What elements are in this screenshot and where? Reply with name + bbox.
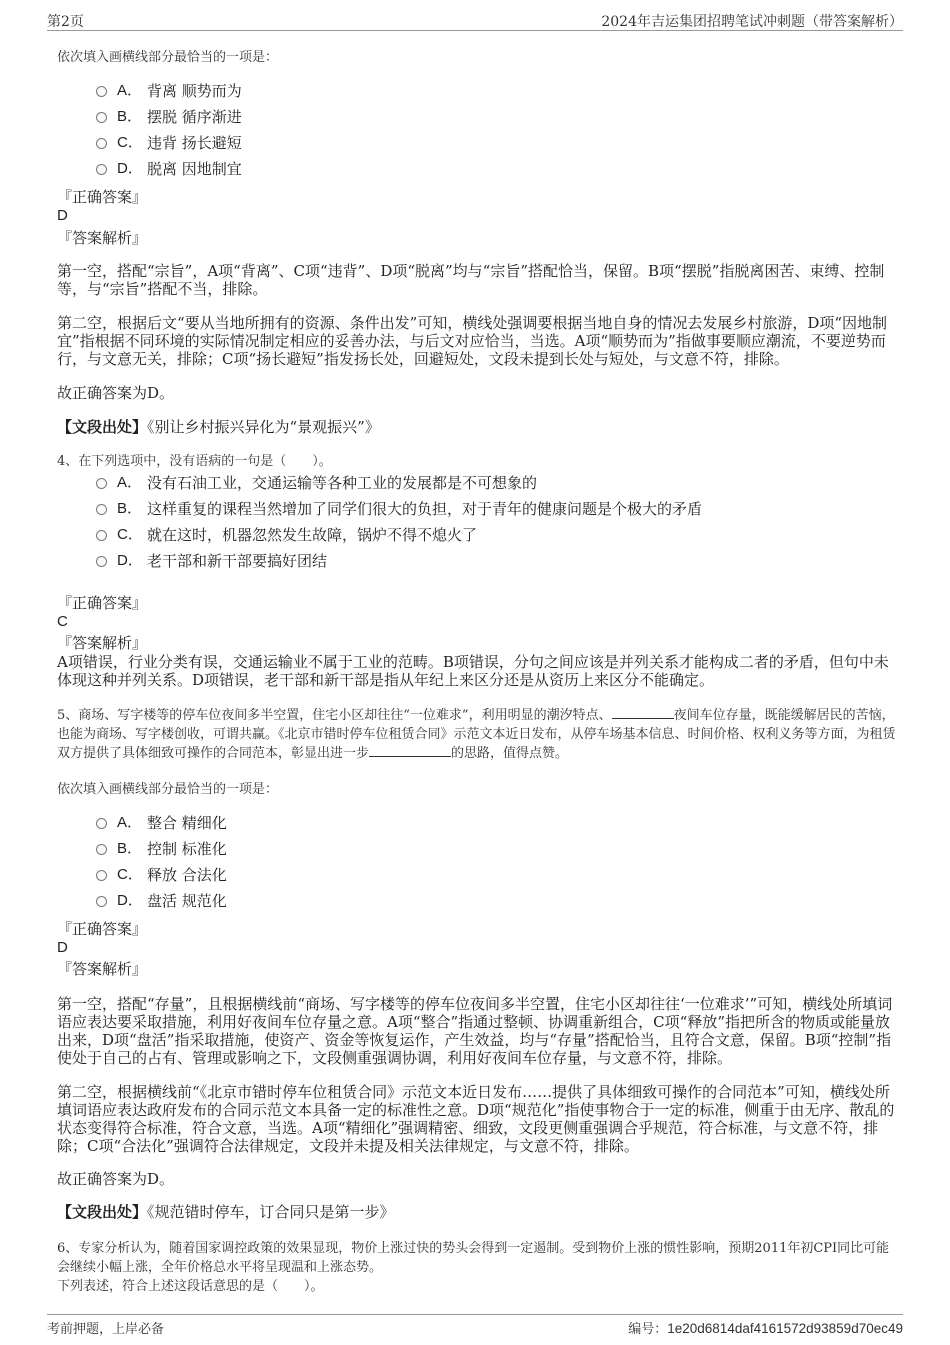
radio-icon[interactable] [96, 896, 107, 907]
q3-option-c[interactable]: C． 违背 扬长避短 [96, 133, 242, 153]
q4-analysis: A项错误，行业分类有误，交通运输业不属于工业的范畴。B项错误，分句之间应该是并列关系才能构成二者的矛盾，但句中未体现这种并列关系。D项错误，老干部和新干部是指从年纪上来区分还是从资历上来区分不能确定。 [57, 653, 889, 689]
q4-option-c[interactable]: C． 就在这时，机器忽然发生故障，锅炉不得不熄火了 [96, 525, 477, 545]
q5-option-a[interactable]: A． 整合 精细化 [96, 813, 227, 833]
radio-icon[interactable] [96, 478, 107, 489]
document-code: 编号：1e20d6814daf4161572d93859d70ec49 [628, 1321, 903, 1337]
q6-stem: 6、专家分析认为，随着国家调控政策的效果显现，物价上涨过快的势头会得到一定遏制。受到物价上涨的惯性影响，预期2011年初CPI同比可能会继续小幅上涨，全年价格总水平将呈现温和上涨态势。 [57, 1241, 890, 1275]
radio-icon[interactable] [96, 112, 107, 123]
radio-icon[interactable] [96, 844, 107, 855]
q5-analysis-label: 『答案解析』 [57, 960, 148, 978]
source-title: 《规范错时停车，订合同只是第一步》 [147, 1203, 395, 1221]
q3-source [57, 418, 897, 436]
page-header [47, 10, 903, 31]
radio-icon[interactable] [96, 504, 107, 515]
q5-stem: 5、商场、写字楼等的停车位夜间多半空置，住宅小区却往往“一位难求”，利用明显的潮汐特点、 夜间车位存量，既能缓解居民的苦恼，也能为商场、写字楼创收，可谓共赢。《北京市错时停车位租赁合同》示范文本近日发布，从停车场基本信息、时间价格、权利义务等方面，为租赁双方提供了具体细致可操作的合同范本，彰显出进一步 的思路，值得点赞。 [57, 708, 896, 761]
q5-conclusion: 故正确答案为D。 [57, 1170, 175, 1188]
q5-analysis-para2: 第二空，根据横线前“《北京市错时停车位租赁合同》示范文本近日发布……提供了具体细致可操作的合同范本”可知，横线处所填词语应表达政府发布的合同示范文本具备一定的标准性之意。D项“规范化”指使事物合于一定的标准，侧重于由无序、散乱的状态变得符合标准，符合文意，当选。A项“精细化”强调精密、细致，文段更侧重强调合乎规范，符合标准，与文意不符，排除；C项“合法化”强调符合法律规定，文段并未提及相关法律规定，与文意不符，排除。 [57, 1083, 895, 1155]
q3-analysis-label: 『答案解析』 [57, 229, 148, 247]
radio-icon[interactable] [96, 530, 107, 541]
footer-slogan: 考前押题，上岸必备 [47, 1322, 165, 1337]
page-footer [47, 1314, 903, 1335]
q3-analysis-para1: 第一空，搭配“宗旨”，A项“背离”、C项“违背”、D项“脱离”均与“宗旨”搭配恰当，保留。B项“摆脱”指脱离困苦、束缚、控制等，与“宗旨”搭配不当，排除。 [57, 262, 885, 298]
q4-option-a[interactable]: A． 没有石油工业，交通运输等各种工业的发展都是不可想象的 [96, 473, 537, 493]
q5-source [57, 1203, 897, 1221]
source-label: 【文段出处】 [57, 418, 148, 436]
radio-icon[interactable] [96, 138, 107, 149]
q3-prompt: 依次填入画横线部分最恰当的一项是： [57, 50, 279, 65]
q3-answer-label: 『正确答案』 [57, 188, 148, 206]
q4-option-d[interactable]: D． 老干部和新干部要搞好团结 [96, 551, 327, 571]
q3-conclusion: 故正确答案为D。 [57, 384, 175, 402]
radio-icon[interactable] [96, 818, 107, 829]
q4-answer-label: 『正确答案』 [57, 594, 148, 612]
q5-option-c[interactable]: C． 释放 合法化 [96, 865, 227, 885]
blank-2 [369, 744, 451, 757]
q3-answer: D [57, 207, 68, 224]
q4-stem: 4、在下列选项中，没有语病的一句是（ ）。 [57, 454, 332, 469]
q3-analysis-para2: 第二空，根据后文“要从当地所拥有的资源、条件出发”可知，横线处强调要根据当地自身的情况去发展乡村旅游，D项“因地制宜”指根据不同环境的实际情况制定相应的妥善办法，与后文对应恰当，当选。A项“顺势而为”指做事要顺应潮流，不要逆势而行，与文意无关，排除；C项“扬长避短”指发扬长处，回避短处，文段未提到长处与短处，与文意不符，排除。 [57, 314, 888, 368]
page-number: 第2页 [47, 14, 84, 30]
q5-answer-label: 『正确答案』 [57, 920, 148, 938]
q3-option-b[interactable]: B． 摆脱 循序渐进 [96, 107, 242, 127]
document-title: 2024年吉运集团招聘笔试冲刺题（带答案解析） [601, 14, 903, 30]
q6-prompt: 下列表述，符合上述这段话意思的是（ ）。 [57, 1279, 324, 1294]
q4-analysis-label: 『答案解析』 [57, 634, 148, 652]
radio-icon[interactable] [96, 86, 107, 97]
radio-icon[interactable] [96, 556, 107, 567]
q5-prompt: 依次填入画横线部分最恰当的一项是： [57, 782, 279, 797]
radio-icon[interactable] [96, 870, 107, 881]
q3-option-d[interactable]: D． 脱离 因地制宜 [96, 159, 242, 179]
q4-option-b[interactable]: B． 这样重复的课程当然增加了同学们很大的负担，对于青年的健康问题是个极大的矛盾 [96, 499, 702, 519]
q5-answer: D [57, 939, 68, 956]
source-label: 【文段出处】 [57, 1203, 148, 1221]
radio-icon[interactable] [96, 164, 107, 175]
q5-option-d[interactable]: D． 盘活 规范化 [96, 891, 227, 911]
source-title: 《别让乡村振兴异化为“景观振兴”》 [147, 418, 380, 436]
q5-option-b[interactable]: B． 控制 标准化 [96, 839, 227, 859]
q3-option-a[interactable]: A． 背离 顺势而为 [96, 81, 242, 101]
q5-analysis-para1: 第一空，搭配“存量”，且根据横线前“商场、写字楼等的停车位夜间多半空置，住宅小区却往往‘一位难求’”可知，横线处所填词语应表达要采取措施，利用好夜间车位存量之意。A项“整合”指通过整顿、协调重新组合，C项“释放”指把所含的物质或能量放出来，D项“盘活”指采取措施，使资产、资金等恢复运作，产生效益，均与“存量”搭配恰当，且符合文意，保留。B项“控制”指使处于自己的占有、管理或影响之下，文段侧重强调协调，利用好夜间车位存量，与文意不符，排除。 [57, 995, 893, 1067]
q4-answer: C [57, 613, 68, 630]
blank-1 [612, 706, 674, 719]
